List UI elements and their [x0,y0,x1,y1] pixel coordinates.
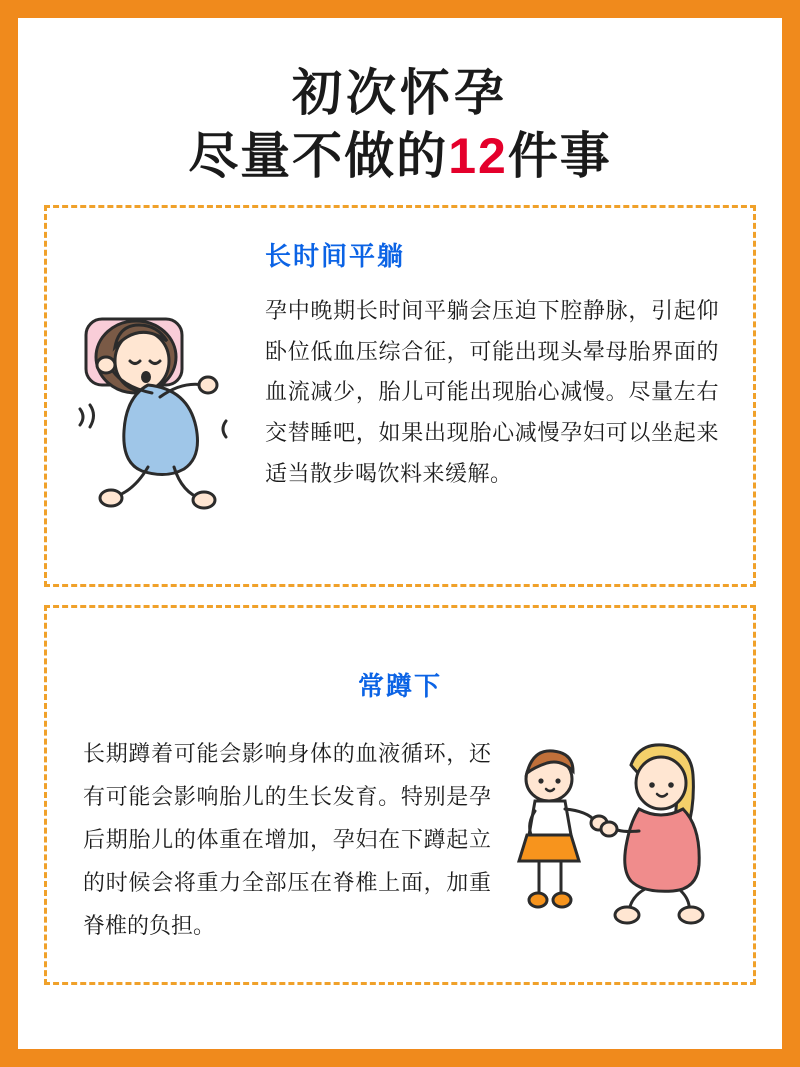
tip-card-1 [44,205,756,587]
tip-2-heading: 常蹲下 [357,671,442,701]
poster-page [18,18,782,1049]
pregnant-woman-lying-on-back-icon [56,281,256,511]
tip-1-heading: 长时间平躺 [265,241,406,271]
tip-card-2-body [47,703,753,947]
tip-2-text: 长期蹲着可能会影响身体的血液循环，还有可能会影响胎儿的生长发育。特别是孕后期胎儿的体重在增加，孕妇在下蹲起立的时候会将重力全部压在脊椎上面，加重脊椎的负担。 [83,741,491,938]
squatting-mother-illustration [505,739,717,939]
title-prefix: 尽量不做的 [188,127,449,184]
tip-card-1-body [265,208,753,514]
title-line-1: 初次怀孕 [292,65,508,121]
tip-1-text: 孕中晚期长时间平躺会压迫下腔静脉，引起仰卧位低血压综合征，可能出现头晕母胎界面的血流减少，胎儿可能出现胎心减慢。尽量左右交替睡吧，如果出现胎心减慢孕妇可以坐起来适当散步喝饮料来缓解。 [265,298,719,486]
title-suffix: 件事 [507,127,612,184]
tip-card-2 [44,605,756,985]
lying-woman-illustration [47,208,265,584]
title-line-2 [18,125,782,188]
mother-squatting-with-child-icon [505,739,717,939]
poster-title [18,18,782,205]
title-number: 12 [448,127,508,184]
